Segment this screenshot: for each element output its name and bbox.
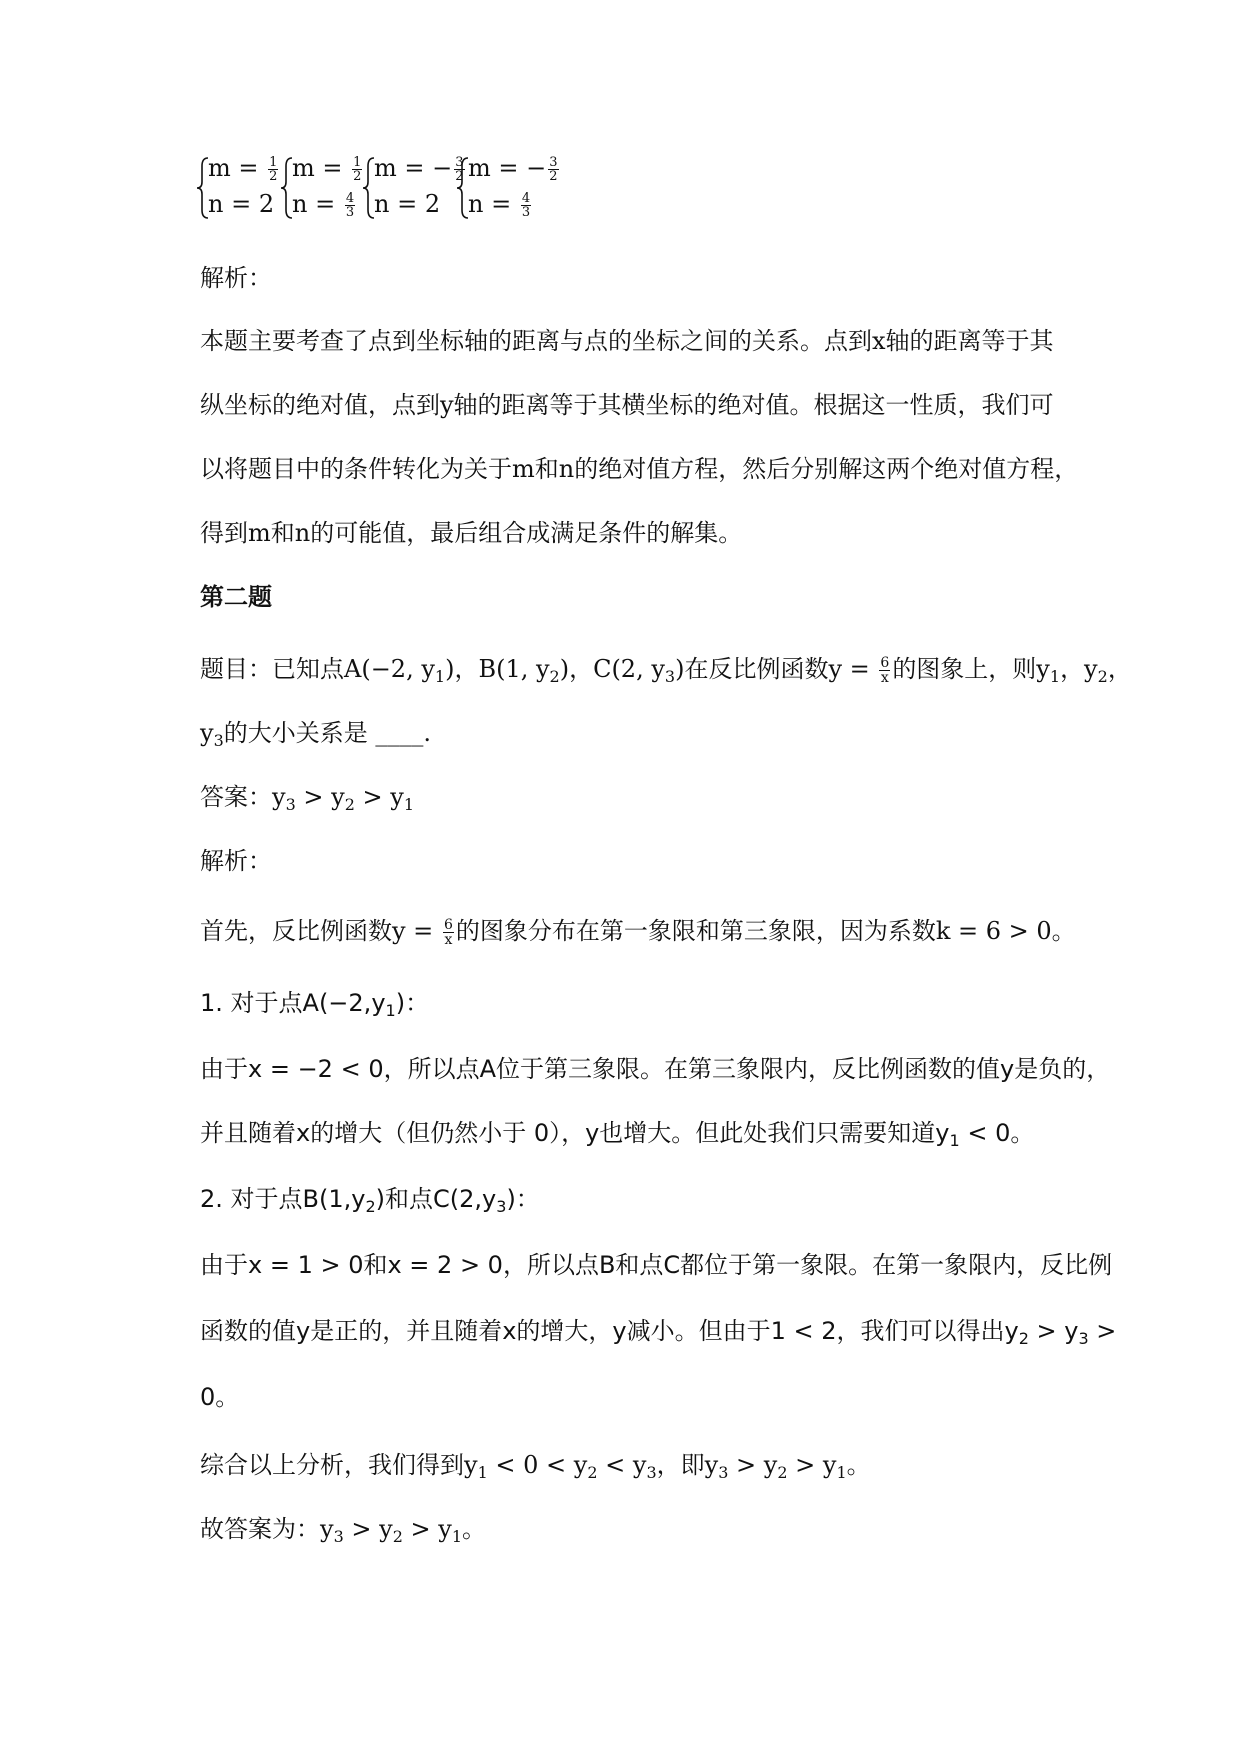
item-2-heading: 2. 对于点$B(1,y_2)$和点$C(2,y_3)$： — [200, 1185, 540, 1216]
item-2-line-3: 0。 — [200, 1383, 240, 1411]
equation-system-4: m = − $\frac{3}{2}$ n = $\frac{4}{3}$ — [456, 152, 556, 232]
final-answer-line: 故答案为：$y_3 > y_2 > y_1$。 — [200, 1515, 486, 1546]
fraction: $\frac{1}{2}$ — [269, 155, 278, 184]
fraction: $\frac{4}{3}$ — [521, 191, 531, 220]
item-2-line-1: 由于x = 1 > 0和x = 2 > 0，所以点B和点C都位于第一象限。在第一象限内，反比例 — [200, 1251, 1113, 1279]
question-line-1: 题目：已知点A(−2, $y_1$)，B(1, $y_2$)，C(2, $y_3$)在反比例函数y = $\frac{6}{x}$ 的图象上，则$y_1$，$y_2$， — [200, 655, 1132, 686]
item-1-line-2: 并且随着x的增大（但仍然小于 0），y也增大。但此处我们只需要知道$y_1 < 0$。 — [200, 1119, 1035, 1150]
analysis-label: 解析： — [200, 264, 272, 292]
analysis-label-2: 解析： — [200, 847, 272, 875]
equation-system-1: m = $\frac{1}{2}$ n = 2 — [196, 152, 274, 232]
fraction: $\frac{1}{2}$ — [353, 155, 362, 184]
equation-system-2: m = $\frac{1}{2}$ n = $\frac{4}{3}$ — [280, 152, 358, 232]
section-heading: 第二题 — [200, 583, 272, 611]
fraction: $\frac{6}{x}$ — [880, 655, 890, 686]
item-1-line-1: 由于x = −2 < 0，所以点A位于第三象限。在第三象限内，反比例函数的值y是负的， — [200, 1055, 1111, 1083]
fraction: $\frac{6}{x}$ — [443, 917, 453, 948]
analysis-line-2: 纵坐标的绝对值，点到y轴的距离等于其横坐标的绝对值。根据这一性质，我们可 — [200, 391, 1054, 419]
item-2-line-2: 函数的值y是正的，并且随着x的增大，y减小。但由于1 < 2，我们可以得出$y_2 > y_3$ > — [200, 1317, 1117, 1348]
fraction: $\frac{3}{2}$ — [455, 155, 464, 184]
answer-line: 答案：$y_3 > y_2 > y_1$ — [200, 783, 414, 814]
item-1-heading: 1. 对于点$A(-2,y_1)$： — [200, 989, 430, 1020]
analysis-line-4: 得到m和n的可能值，最后组合成满足条件的解集。 — [200, 519, 743, 547]
analysis-first-line: 首先，反比例函数y = $\frac{6}{x}$ 的图象分布在第一象限和第三象限，因为系数k = 6 > 0。 — [200, 917, 1076, 948]
question-line-2: $y_3$的大小关系是 ____. — [200, 719, 432, 750]
summary-line: 综合以上分析，我们得到$y_1 < 0 < y_2 < y_3$，即$y_3 > y_2 > y_1$。 — [200, 1451, 871, 1482]
analysis-line-3: 以将题目中的条件转化为关于m和n的绝对值方程，然后分别解这两个绝对值方程， — [200, 455, 1079, 483]
equation-system-3: m = − $\frac{3}{2}$ n = 2 — [362, 152, 452, 232]
fraction: $\frac{3}{2}$ — [549, 155, 558, 184]
analysis-line-1: 本题主要考查了点到坐标轴的距离与点的坐标之间的关系。点到x轴的距离等于其 — [200, 327, 1054, 355]
fraction: $\frac{4}{3}$ — [345, 191, 355, 220]
